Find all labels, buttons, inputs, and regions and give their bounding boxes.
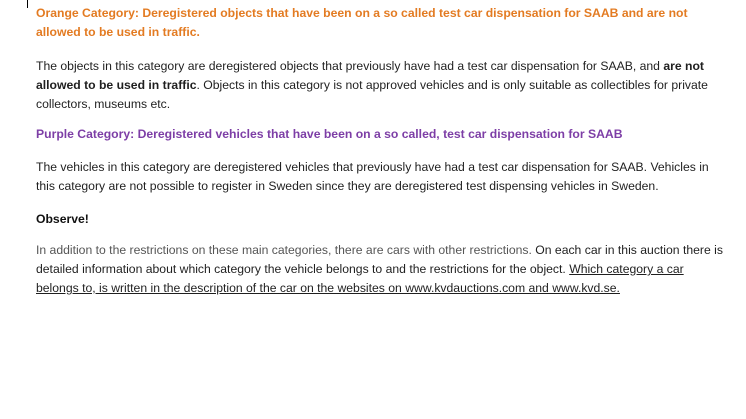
orange-category-description [36, 57, 726, 114]
document-page [36, 4, 726, 298]
observe-description-underlined: Which category a car belongs to, is written in the description of the car on the websites on www.kvdauctions.com and www.kvd.se. [36, 262, 684, 295]
orange-description-end: . Objects in this category is not approved vehicles and is only suitable as collectibles for private collectors, museums etc. [36, 78, 708, 111]
text-cursor [27, 0, 28, 8]
purple-category-heading: Purple Category: Deregistered vehicles that have been on a so called, test car dispensation for SAAB [36, 127, 623, 141]
observe-heading: Observe! [36, 212, 89, 226]
observe-description [36, 241, 726, 298]
orange-description-bold: are not allowed to be used in traffic [36, 59, 704, 92]
orange-description-start: The objects in this category are deregistered objects that previously have had a test car dispensation for SAAB, and [36, 59, 664, 73]
purple-category-description: The vehicles in this category are deregistered vehicles that previously have had a test car dispensation for SAAB. Vehicles in this category are not possible to register in Sweden since they are deregistered test dispensing vehicles in Sweden. [36, 160, 709, 193]
observe-description-dark: On each car in this auction there is detailed information about which category the vehicle belongs to and the restrictions for the object. [36, 243, 723, 276]
observe-description-gray: In addition to the restrictions on these main categories, there are cars with other restrictions. [36, 243, 536, 257]
orange-category-heading: Orange Category: Deregistered objects that have been on a so called test car dispensation for SAAB and are not allowed to be used in traffic. [36, 6, 688, 39]
